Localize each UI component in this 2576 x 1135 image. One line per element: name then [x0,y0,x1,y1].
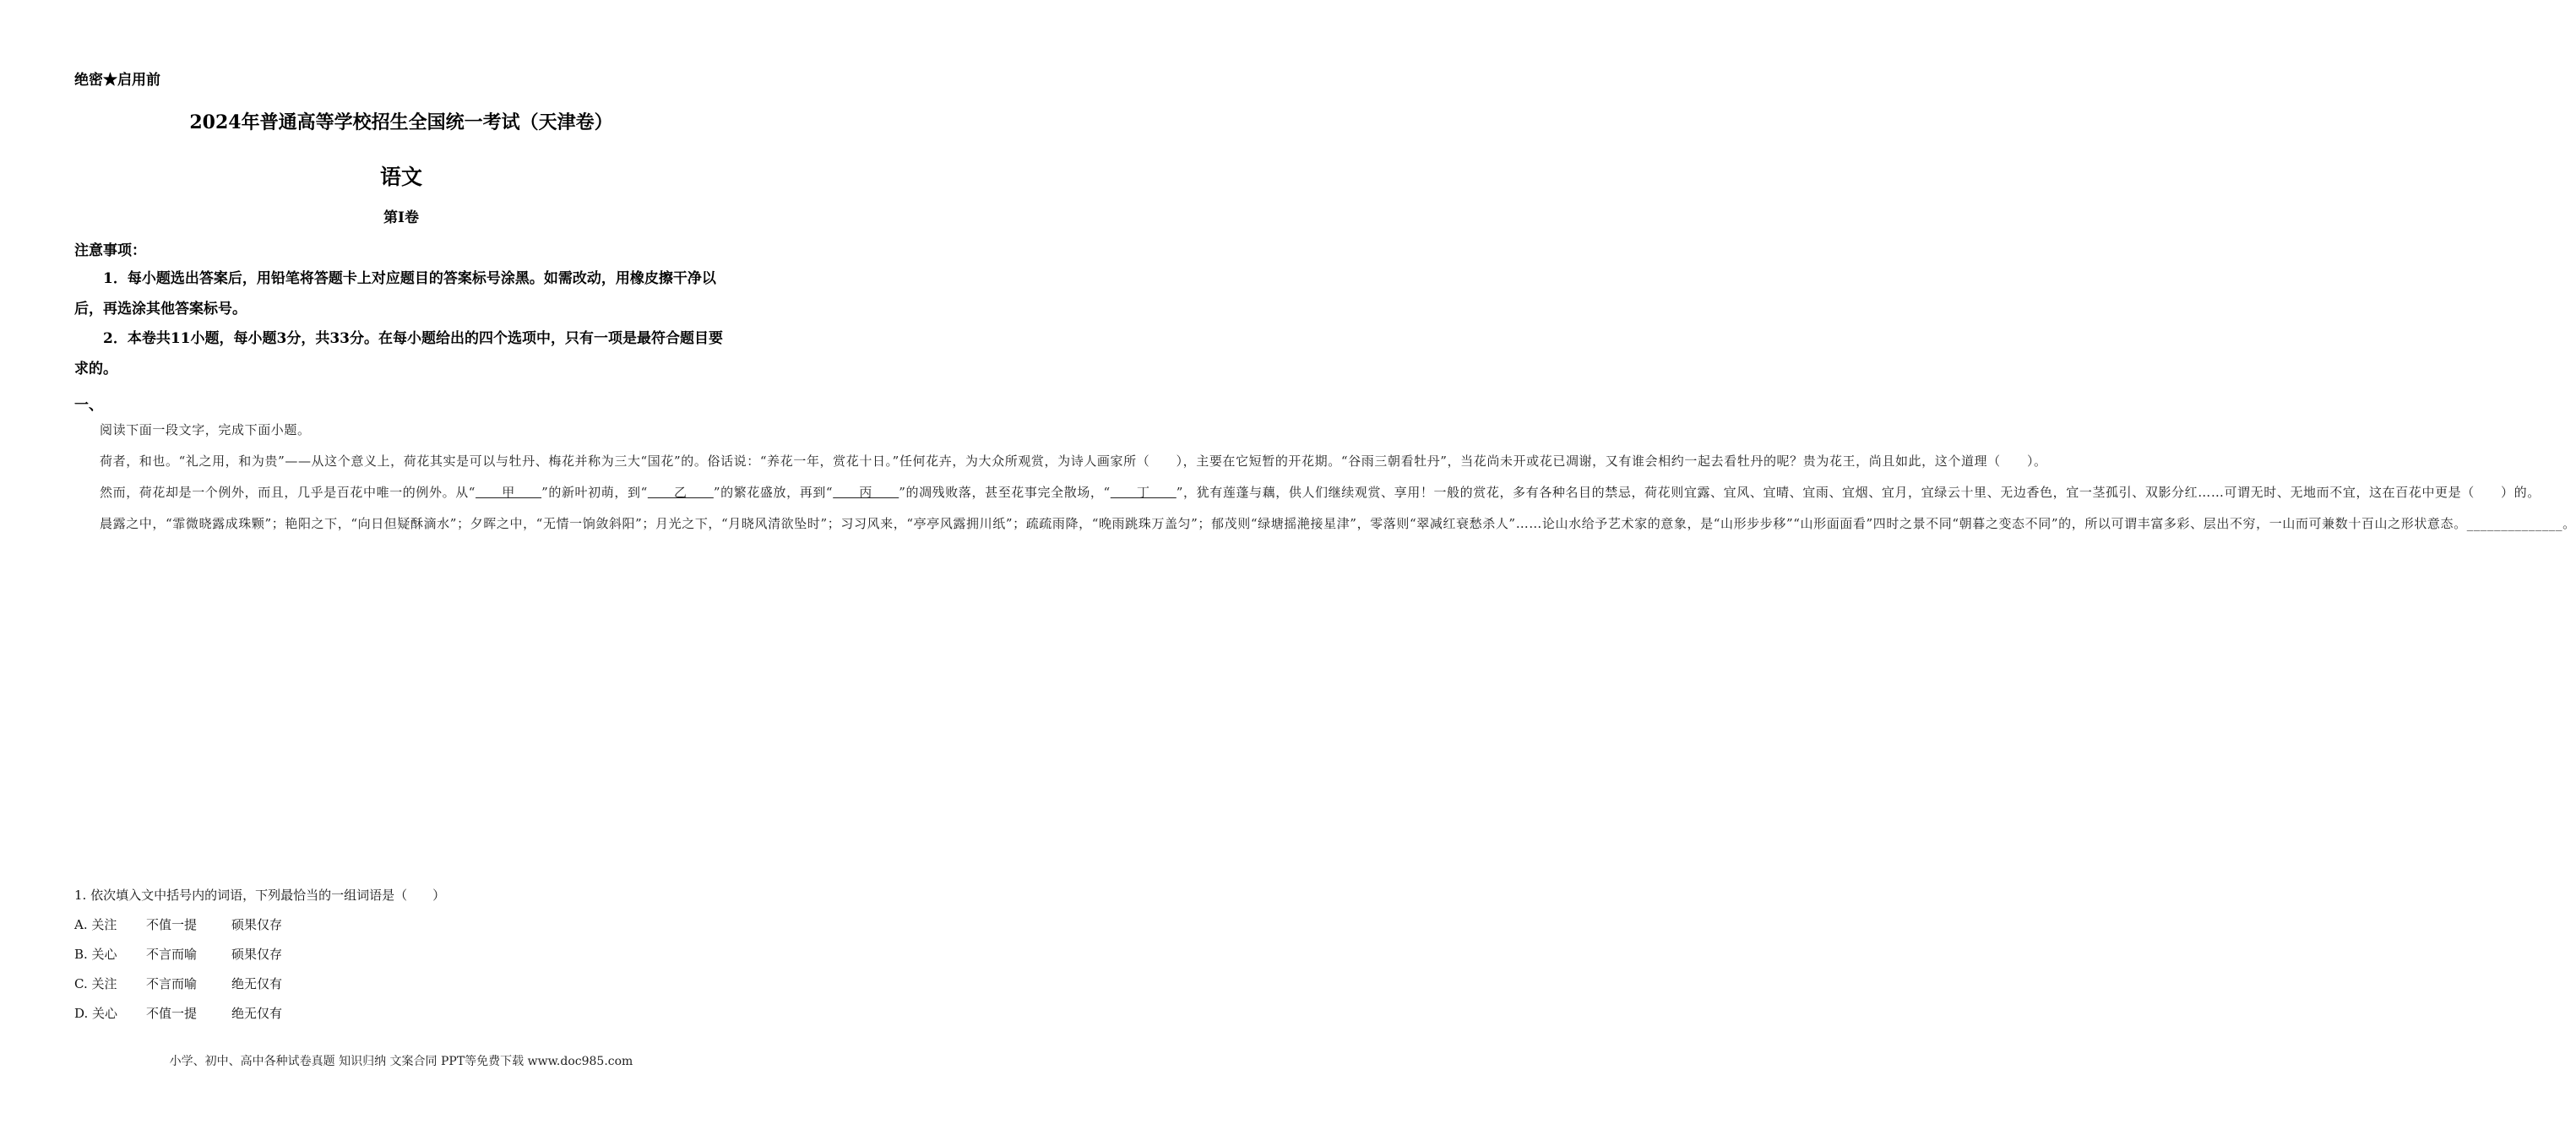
blank-jia: 甲 [476,485,542,500]
option-c[interactable]: C. 关注 不言而喻 绝无仅有 [74,976,283,991]
passage-paragraph-3: 晨露之中，“霏微晓露成珠颗”；艳阳之下，“向日但疑酥滴水”；夕晖之中，“无情一饷敛斜阳”；月光之下，“月晓风清欲坠时”；习习风来，“亭亭风露拥川纸”；疏疏雨降，“晚雨跳珠万盖匀”；郁茂则“绿塘摇滟接星津”，零落则“翠减红衰愁杀人”……论山水给予艺术家的意象，是“山形步步移”“山形面面看”四时之景不同“朝暮之变态不同”的，所以可谓丰富多彩、层出不穷，一山而可兼数十百山之形状意态。______________。 [100,516,2576,531]
passage-paragraph-1: 荷者，和也。“礼之用，和为贵”——从这个意义上，荷花其实是可以与牡丹、梅花并称为三大“国花”的。俗话说：“养花一年，赏花十日。”任何花卉，为大众所观赏，为诗人画家所（ ），主要在它短暂的开花期。“谷雨三朝看牡丹”，当花尚未开或花已凋谢，又有谁会相约一起去看牡丹的呢？贵为花王，尚且如此，这个道理（ ）。 [100,453,2047,469]
option-d[interactable]: D. 关心 不值一提 绝无仅有 [74,1006,283,1021]
option-a[interactable]: A. 关注 不值一提 硕果仅存 [74,917,283,932]
question-1-stem: 1. 依次填入文中括号内的词语，下列最恰当的一组词语是（ ） [74,888,446,903]
blank-yi: 乙 [647,485,714,500]
note-item-1: 1．每小题选出答案后，用铅笔将答题卡上对应题目的答案标号涂黑。如需改动，用橡皮擦干净以后，再选涂其他答案标号。 [74,270,716,318]
subject-title: 语文 [379,165,422,189]
section-label: 一、 [74,397,103,414]
exam-title: 2024年普通高等学校招生全国统一考试（天津卷） [189,111,613,133]
reading-passage [74,415,2576,540]
volume-label: 第I卷 [383,209,419,226]
option-b[interactable]: B. 关心 不言而喻 硕果仅存 [74,947,283,962]
passage-paragraph-2: 然而，荷花却是一个例外，而且，几乎是百花中唯一的例外。从“ 甲 ”的新叶初萌，到“ 乙 ”的繁花盛放，再到“ 丙 ”的凋残败落，甚至花事完全散场，“ 丁 ”，犹有莲蓬与藕，供人们继续观赏、享用！一般的赏花，多有各种名目的禁忌，荷花则宜露、宜风、宜晴、宜雨、宜烟、宜月，宜绿云十里、无边香色，宜一茎孤引、双影分红……可谓无时、无地而不宜，这在百花中更是（ ）的。 [100,485,2541,500]
passage-blank-line: ______________ [2466,516,2563,531]
notes-heading: 注意事项： [74,242,146,259]
blank-ding: 丁 [1110,485,1177,500]
footer-text: 小学、初中、高中各种试卷真题 知识归纳 文案合同 PPT等免费下载 www.doc985.com [169,1055,633,1068]
secret-mark: 绝密★启用前 [74,72,160,89]
blank-bing: 丙 [833,485,899,500]
note-item-2: 2．本卷共11小题，每小题3分，共33分。在每小题给出的四个选项中，只有一项是最符合题目要求的。 [74,330,723,377]
passage-intro: 阅读下面一段文字，完成下面小题。 [100,422,311,437]
